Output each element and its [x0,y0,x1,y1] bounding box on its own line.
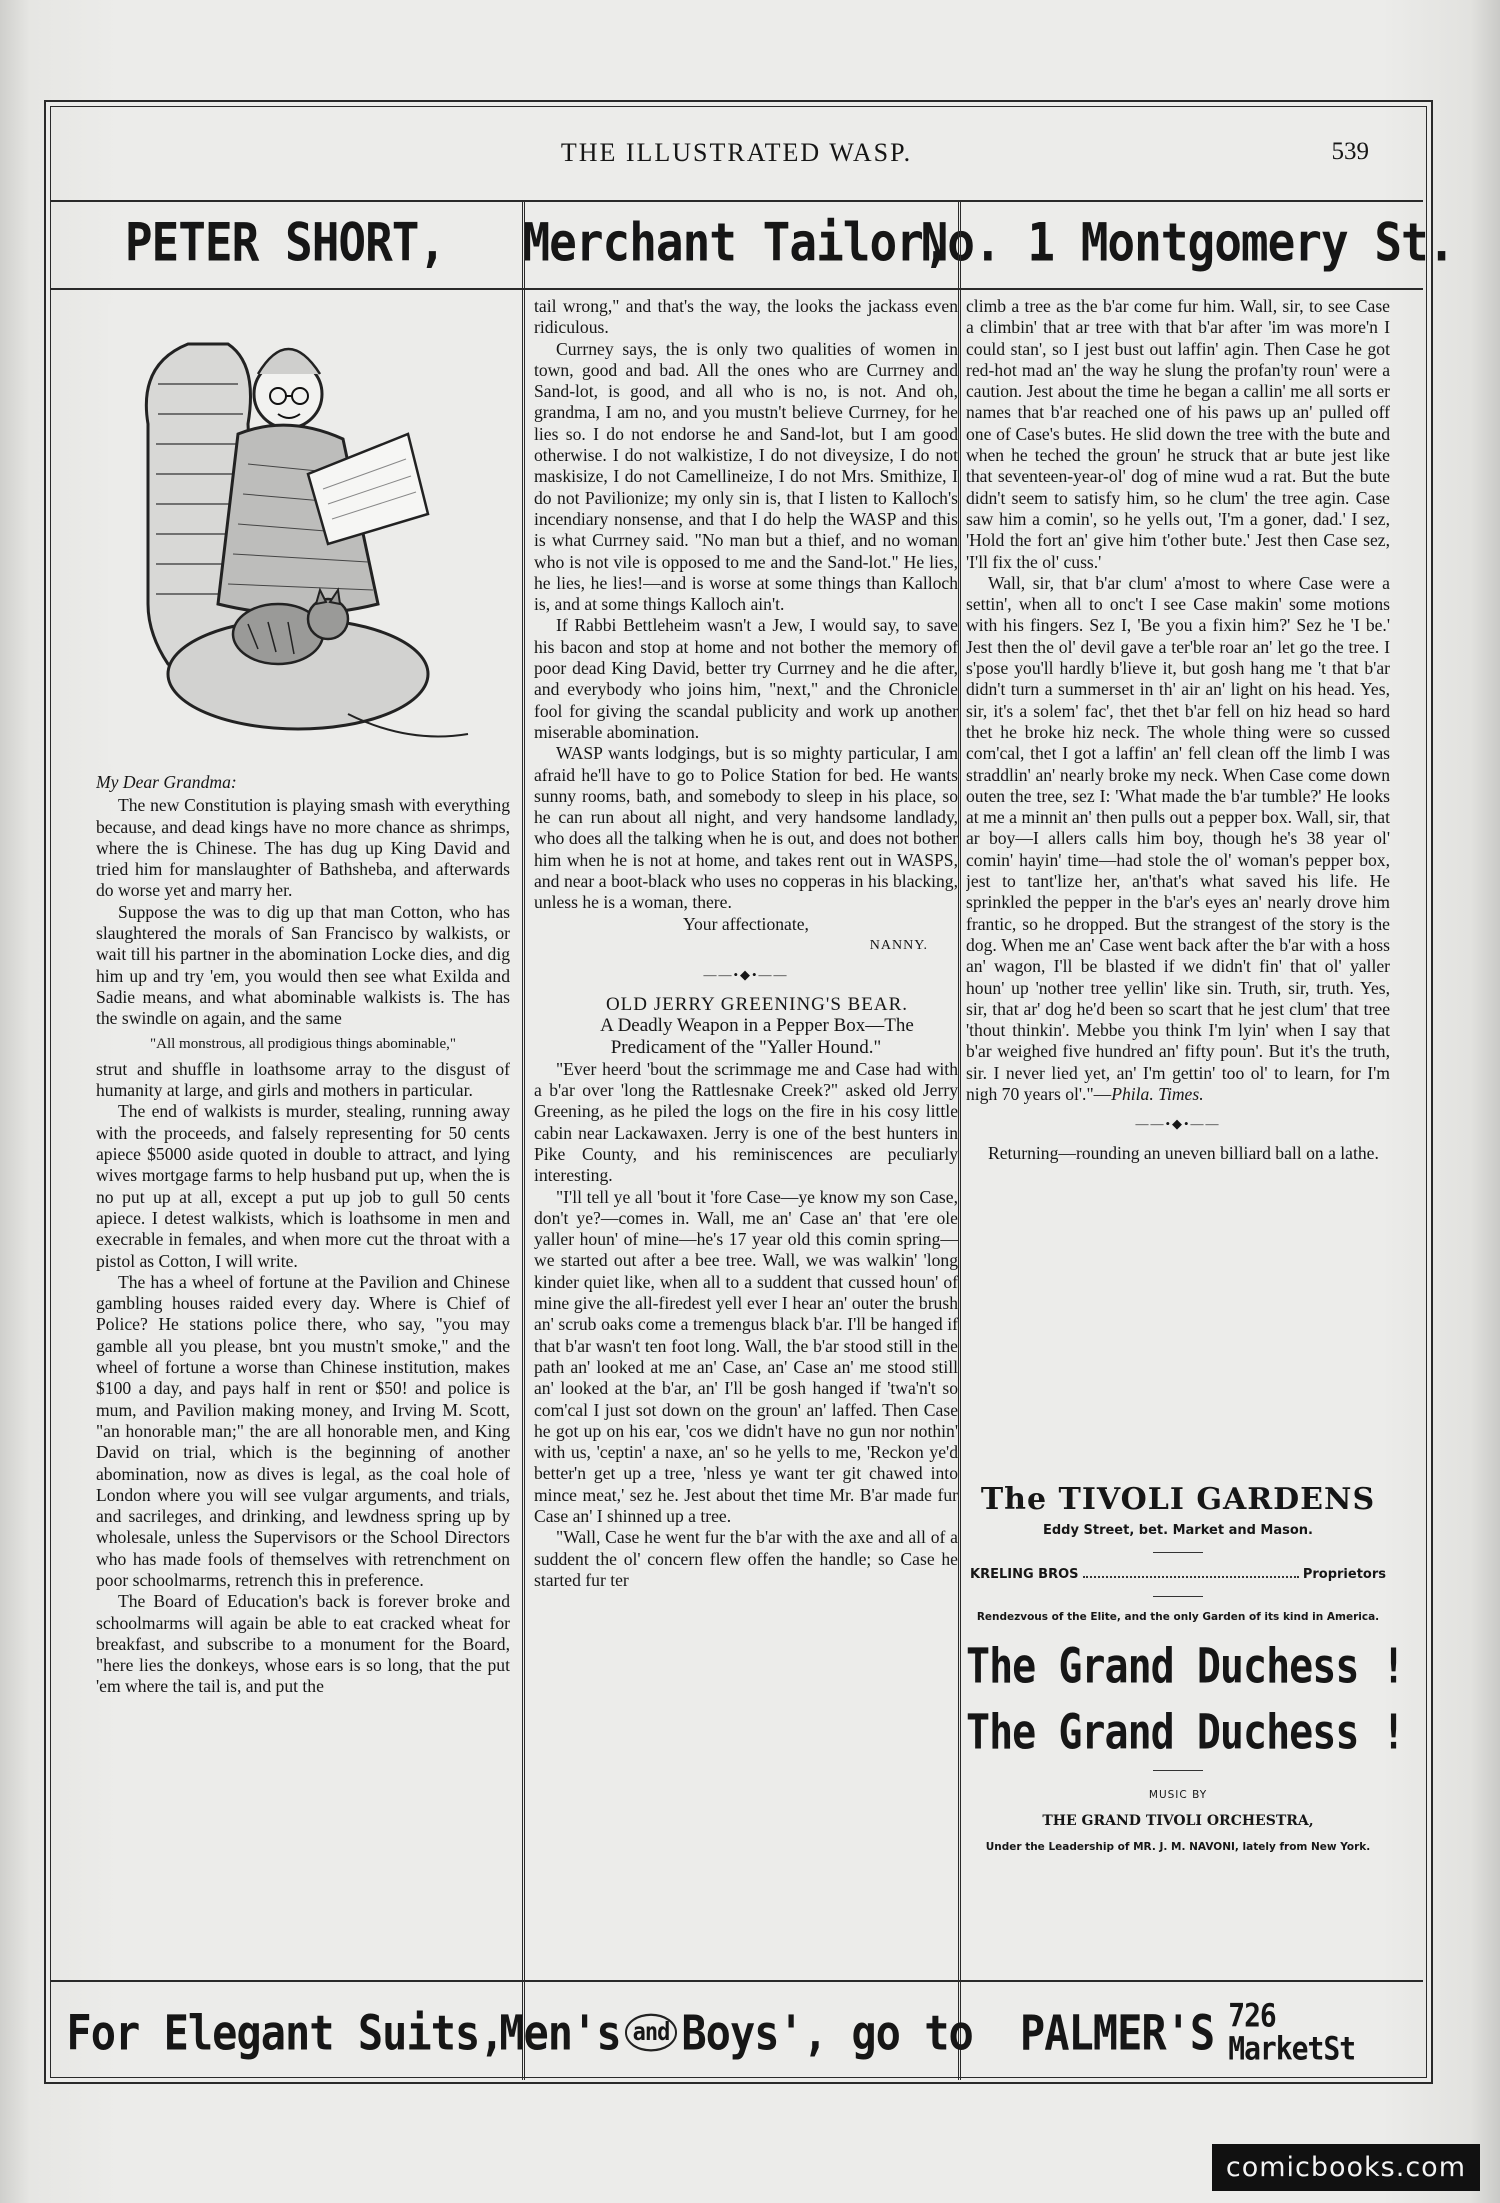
bottom-advert-banner [50,1982,1423,2082]
top-banner-part-3: No. 1 Montgomery St. [920,210,1455,274]
letter-paragraph: The new Constitution is playing smash with everything because, and dead kings have no more chance as shrimps, where the is Chinese. The has dug up King David and tried him for manslaughter of Bathsheba, and afterwards do worse yet and marry her. [96,795,510,901]
letter-paragraph: If Rabbi Bettleheim wasn't a Jew, I would say, to save his bacon and stop at home and not bother the memory of poor dead King David, better try Currney and he die after, and everybody who joins him, "next," and the Chronicle fool for giving the scandal publicity and work up another miserable abomination. [534,615,958,742]
top-banner-part-2: Merchant Tailor, [522,210,950,274]
section-divider: ——•◆•—— [1135,1116,1221,1132]
story-source: Phila. Times. [1111,1083,1204,1104]
column-divider-1 [522,200,525,2080]
bottom-banner-palmers: PALMER'S [1019,2003,1215,2061]
letter-paragraph: tail wrong," and that's the way, the looks the jackass even ridiculous. [534,296,958,338]
top-banner-part-1: PETER SHORT, [124,210,446,274]
ad-show-title: The Grand Duchess ! [966,1639,1405,1695]
bottom-banner-part-1: For Elegant Suits, [66,2003,504,2061]
story-paragraph: "I'll tell ye all 'bout it 'fore Case—ye know my son Case, don't ye?—comes in. Wall, me an' Case an' that 'ere ole yaller houn' of mine—he's 17 year old this comin spring—we started out after a bee tree. Wall, we was walkin' 'long kinder quiet like, when all to a suddent that cussed houn' of mine give the all-firedest yell ever I hear an' outer the brush an' scrub oaks come a tremengus black b'ar. I'll be hanged if that b'ar wasn't ten foot long. Wall, the b'ar stood still in the path an' looked at me an' Case, an' Case an' me stood still an' looked at the b'ar, an' I'll be gosh hanged if 'twa'n't so com'cal I just sot down on the groun' an' laffed. Then Case he got up on his ear, 'cos we didn't have no gun nor nothin' with us, 'ceptin' a naxe, an' so he yells to me, 'Reckon ye'd better'n get up a tree, 'nless ye want ter git chawed into mince meat,' sez he. Jest about thet time Mr. B'ar made fur Case an' I shinned up a tree. [534,1186,958,1527]
story-subhead: A Deadly Weapon in a Pepper Box—The Predicament of the "Yaller Hound." [600,1014,914,1058]
ad-orchestra: THE GRAND TIVOLI ORCHESTRA, [1042,1813,1314,1829]
ad-leader-dots [1083,1567,1299,1578]
column-2 [534,296,958,1976]
filler-paragraph: Returning—rounding an uneven billiard ball on a lathe. [988,1142,1379,1163]
grandma-reading-letter-illustration [108,304,498,764]
bottom-banner-part-3 [952,1975,1423,2090]
letter-paragraph: The end of walkists is murder, stealing, running away with the proceeds, and falsely representing for 50 cents apiece $5000 aside quoted in double to attract, and lying wives mortgage farms to help husband put up, when the is no put up at all, except a put up job to gull 50 cents apiece. I detest walkists, which is loathsome in men and execrable in females, and when more cut the throat with a pistol as Cotton, I will write. [96,1101,510,1271]
column-1 [96,296,510,1976]
story-headline: OLD JERRY GREENING'S BEAR. [605,993,909,1015]
column-divider-2 [958,200,961,2080]
story-paragraph: "Ever heerd 'bout the scrimmage me and Case had with a b'ar over 'long the Rattlesnake Creek?" asked old Jerry Greening, as he piled the logs on the fire in his cosy little cabin near Lackawaxen. Jerry is one of the best hunters in Pike County, and his reminiscences are peculiarly interesting. [534,1058,958,1186]
running-head [44,138,1429,178]
ad-address: Eddy Street, bet. Market and Mason. [1043,1523,1313,1538]
ad-proprietor-label: Proprietors [1302,1567,1386,1582]
letter-quote: "All monstrous, all prodigious things abominable," [150,1035,456,1052]
ad-tagline: Rendezvous of the Elite, and the only Garden of its kind in America. [976,1611,1380,1623]
top-advert-banner [50,200,1455,284]
letter-paragraph: strut and shuffle in loathsome array to the disgust of humanity at large, and girls and mothers in particular. [96,1058,510,1101]
ad-title: The TIVOLI GARDENS [980,1482,1376,1517]
bottom-banner-address [1228,1995,1356,2068]
story-paragraph [966,573,1390,1105]
story-paragraph: climb a tree as the b'ar come fur him. Wall, sir, to see Case a climbin' that ar tree with that b'ar after 'im was more'n I could stan', so I jest bust out laffin' agin. Then Case he got red-hot mad an' the way he slung the profan'ty roun' were a caution. Jest about the time he began a callin' me all sorts er names that b'ar reached one of his paws up an' pulled off one of Case's butes. He slid down the tree with the bute and when he teched the groun' he struck that ar bute jest like that seventeen-year-ol' dog of mine wud a rat. But the bute didn't seem to satisfy him, so he clum' the tree agin. Case saw him a comin', so he yells out, 'I'm a goner, dad.' I sez, 'Hold the fort an' give him t'other bute.' Jest then Case sez, 'I'll fix the ol' cuss.' [966,296,1390,572]
bottom-banner-number: 726 [1228,1995,1276,2034]
letter-paragraph: Currney says, the is only two qualities of women in town, good and bad. All the ones who are Currney and Sand-lot, is good, and all who is no, is not. And oh, grandma, I am no, and you mustn't believe Currney, for he lies so. I do not endorse he and Sand-lot, but I am good otherwise. I do not walkistize, I do not diveysize, I do not maskisize, I do not Camellineize, I do not Mrs. Smithize, I do not Pavilionize; my only sin is, that I listen to Kalloch's incendiary nonsense, and that I do help the WASP and this is what Currney said. "No man but a thief, and no woman who is not vile is opposed to me and the Sand-lot." He lies, he lies, he lies!—and is worse at some things than Kalloch is, and at some things Kalloch ain't. [534,338,958,615]
ad-divider [1153,1596,1203,1597]
banner-bottom-rule [50,288,1423,290]
ad-proprietor-name: KRELING BROS [970,1567,1079,1582]
column-3 [966,296,1390,1466]
page-number: 539 [1331,138,1369,165]
ad-show-title: The Grand Duchess ! [966,1705,1405,1761]
ad-music-by: MUSIC BY [1148,1789,1208,1801]
letter-paragraph: WASP wants lodgings, but is so mighty particular, I am afraid he'll have to go to Police Station for bed. He wants sunny rooms, bath, and somebody to sleep in his place, so he can run about all night, and very handsome landlady, who does all the talking when he is out, and does not bother him when he is not at home, and takes rent out in WASPS, and near a boot-black who uses no copperas in his blacking, unless he is a woman, there. [534,743,958,913]
bottom-banner-mens: Men's [499,2003,621,2061]
story-paragraph: "Wall, Case he went fur the b'ar with the axe and all of a suddent the ol' concern flew offen the handle; so Case he started fur ter [534,1527,958,1590]
letter-salutation: My Dear Grandma: [96,772,237,792]
publication-title: THE ILLUSTRATED WASP. [560,138,913,167]
ad-divider [1153,1770,1203,1771]
section-divider: ——•◆•—— [703,967,789,983]
ad-proprietors [966,1567,1390,1582]
bottom-banner-and: and [625,2013,678,2051]
bottom-banner-street: MarketSt [1228,2029,1356,2068]
ad-divider [1153,1552,1203,1553]
letter-signature: NANNY. [869,937,928,953]
letter-paragraph: The Board of Education's back is forever broke and schoolmarms will again be able to eat cracked wheat for breakfast, and subscribe to a monument for the Board, "here lies the donkeys, whose ears is so long, that the put 'em where the tail is, and put the [96,1591,510,1697]
ad-leader: Under the Leadership of MR. J. M. NAVONI, lately from New York. [985,1841,1371,1853]
bottom-banner-boys: Boys', go to [681,2003,973,2061]
letter-paragraph: Suppose the was to dig up that man Cotton, who has slaughtered the morals of San Francisco by walkists, or wait till his partner in the abomination Locke dies, and dig him up and try 'em, you would then see what Exilda and Sadie means, and what abominable walkists is. The has the swindle on again, and the same [96,901,510,1029]
story-paragraph-text: Wall, sir, that b'ar clum' a'most to where Case were a settin', when all to onc't I see Case makin' some motions with his fingers. Sez I, 'Be you a fixin him?' Sez he 'I be.' Jest then the ol' devil gave a ter'ble roar an' let go the tree. I s'pose you'll hardly b'lieve it, but gosh hang me 't that b'ar didn't turn a summerset in th' air an' light on his head. Yes, sir, it's a solem' fac', thet thet b'ar fell on hiz head so hard thet he broke hiz neck. The whole thing were so cussed com'cal, thet I got a laffin' an' fell clean off the limb I was straddlin' an' nearly broke my neck. When Case come down outen the tree, sez I: 'What made the b'ar tumble?' He looks at me a minnit an' then pulls out a pepper box. Wall, sir, that ar boy—I allers calls him boy, though he's 38 year ol' comin' hayin' time—had stole the ol' woman's pepper box, jest to tant'lize her, an'that's what saved his life. He sprinkled the pepper in the b'ar's eyes an' nearly drove him frantic, so he dropped. But the strangest of the story is the dog. When me an' Case went back after the b'ar with a hoss an' wagon, I'll be blasted if we didn't fin' that ol' yaller houn' up 'nother tree yellin' like sin. Truth, sir, truth. Yes, sir, that ar' dog he'd been so scart that he jest clum' that tree 'thout thinkin'. Mebbe you think I'm lyin' when I say that b'ar weighed five hundred an' fifty poun'. But it's the truth, sir. I never lied yet, an' I'm gettin' too ol' to learn, for I'm nigh 70 years ol'."— [966,572,1390,1104]
letter-paragraph: The has a wheel of fortune at the Pavilion and Chinese gambling houses raided every day. Where is Chief of Police? He stations police there, who say, "you may gamble all you please, bnt you mustn't smoke," and the wheel of fortune a worse than Chinese institution, makes $100 a day, and pays half in rent or $50! and police is mum, and Pavilion making money, and Irving M. Scott, "an honorable man;" the are all honorable men, and King David on trial, which is the beginning of another abomination, now as dives is legal, as the coal hole of London where you will see vulgar arguments, and trials, and sacrileges, and drinking, and lewdness spring up by wholesale, unless the Supervisors or the School Directors who has made fools of themselves with retrenchment on poor schoolmarms, retrench this in preference. [96,1271,510,1590]
site-watermark: comicbooks.com [1212,2144,1480,2191]
tivoli-gardens-advertisement [966,1474,1405,1974]
banner-top-rule [50,200,1423,202]
bottom-banner-part-2 [499,1975,973,2090]
letter-closing: Your affectionate, [683,913,809,934]
